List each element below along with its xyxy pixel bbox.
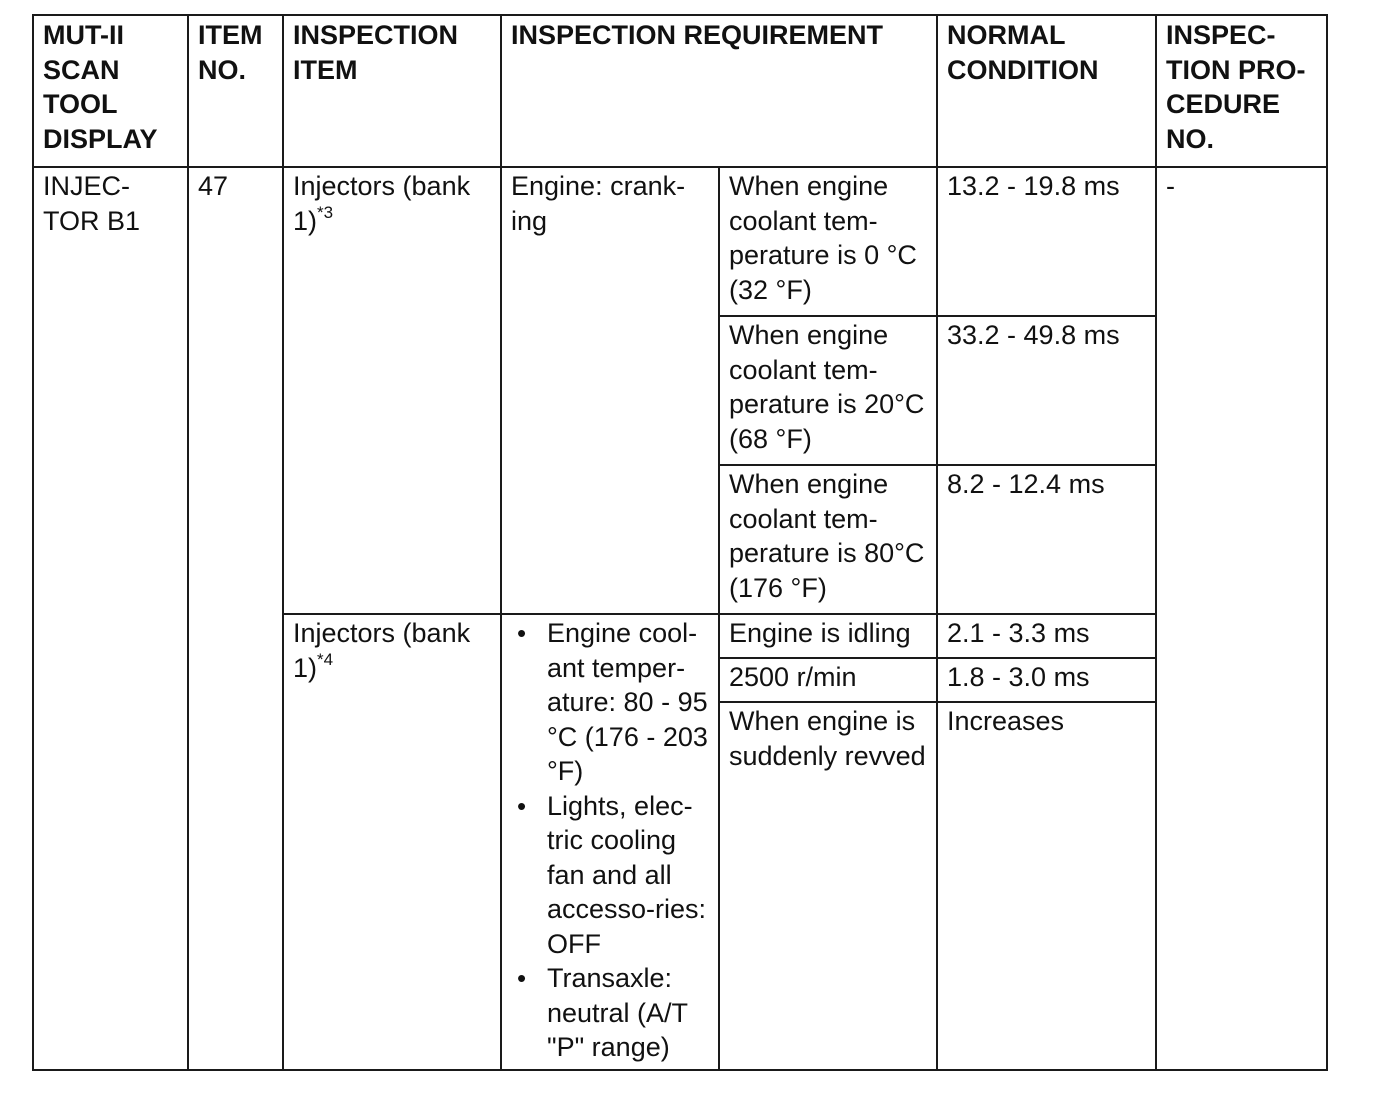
item-no-cell: 47 bbox=[188, 167, 283, 1070]
requirement-cell bbox=[501, 614, 719, 1070]
normal-condition-cell: 1.8 - 3.0 ms bbox=[937, 658, 1156, 702]
normal-condition-cell: Increases bbox=[937, 702, 1156, 1069]
normal-condition-cell: 8.2 - 12.4 ms bbox=[937, 465, 1156, 614]
requirement-cell: Engine: crank-ing bbox=[501, 167, 719, 614]
list-item: • Lights, elec-tric cooling fan and all accesso-ries: OFF bbox=[547, 789, 710, 962]
condition-cell: When engine coolant tem-perature is 0 °C (32 °F) bbox=[719, 167, 937, 316]
condition-cell: 2500 r/min bbox=[719, 658, 937, 702]
header-normal-condition: NORMAL CONDITION bbox=[937, 15, 1156, 167]
scan-tool-display-cell: INJEC-TOR B1 bbox=[33, 167, 188, 1070]
inspection-item-text: Injectors (bank 1) bbox=[293, 618, 471, 683]
inspection-item-text: Injectors (bank 1) bbox=[293, 171, 471, 236]
condition-cell: When engine is suddenly revved bbox=[719, 702, 937, 1069]
header-procedure-no: INSPEC-TION PRO-CEDURE NO. bbox=[1156, 15, 1327, 167]
inspection-item-cell bbox=[283, 614, 501, 1070]
header-inspection-requirement: INSPECTION REQUIREMENT bbox=[501, 15, 937, 167]
condition-cell: When engine coolant tem-perature is 80°C (176 °F) bbox=[719, 465, 937, 614]
header-scan-tool-display: MUT-II SCAN TOOL DISPLAY bbox=[33, 15, 188, 167]
normal-condition-cell: 13.2 - 19.8 ms bbox=[937, 167, 1156, 316]
header-item-no: ITEM NO. bbox=[188, 15, 283, 167]
header-inspection-item: INSPECTION ITEM bbox=[283, 15, 501, 167]
table-row bbox=[33, 167, 1327, 316]
list-item: • Transaxle: neutral (A/T "P" range) bbox=[547, 961, 710, 1065]
normal-condition-cell: 2.1 - 3.3 ms bbox=[937, 614, 1156, 658]
requirement-list bbox=[511, 616, 710, 1065]
list-item: • Engine cool-ant temper-ature: 80 - 95 °C (176 - 203 °F) bbox=[547, 616, 710, 789]
inspection-item-cell bbox=[283, 167, 501, 614]
footnote-mark: *3 bbox=[317, 202, 334, 222]
footnote-mark: *4 bbox=[317, 649, 334, 669]
inspection-table bbox=[32, 14, 1328, 1071]
condition-cell: When engine coolant tem-perature is 20°C (68 °F) bbox=[719, 316, 937, 465]
normal-condition-cell: 33.2 - 49.8 ms bbox=[937, 316, 1156, 465]
procedure-no-cell: - bbox=[1156, 167, 1327, 1070]
header-row bbox=[33, 15, 1327, 167]
condition-cell: Engine is idling bbox=[719, 614, 937, 658]
